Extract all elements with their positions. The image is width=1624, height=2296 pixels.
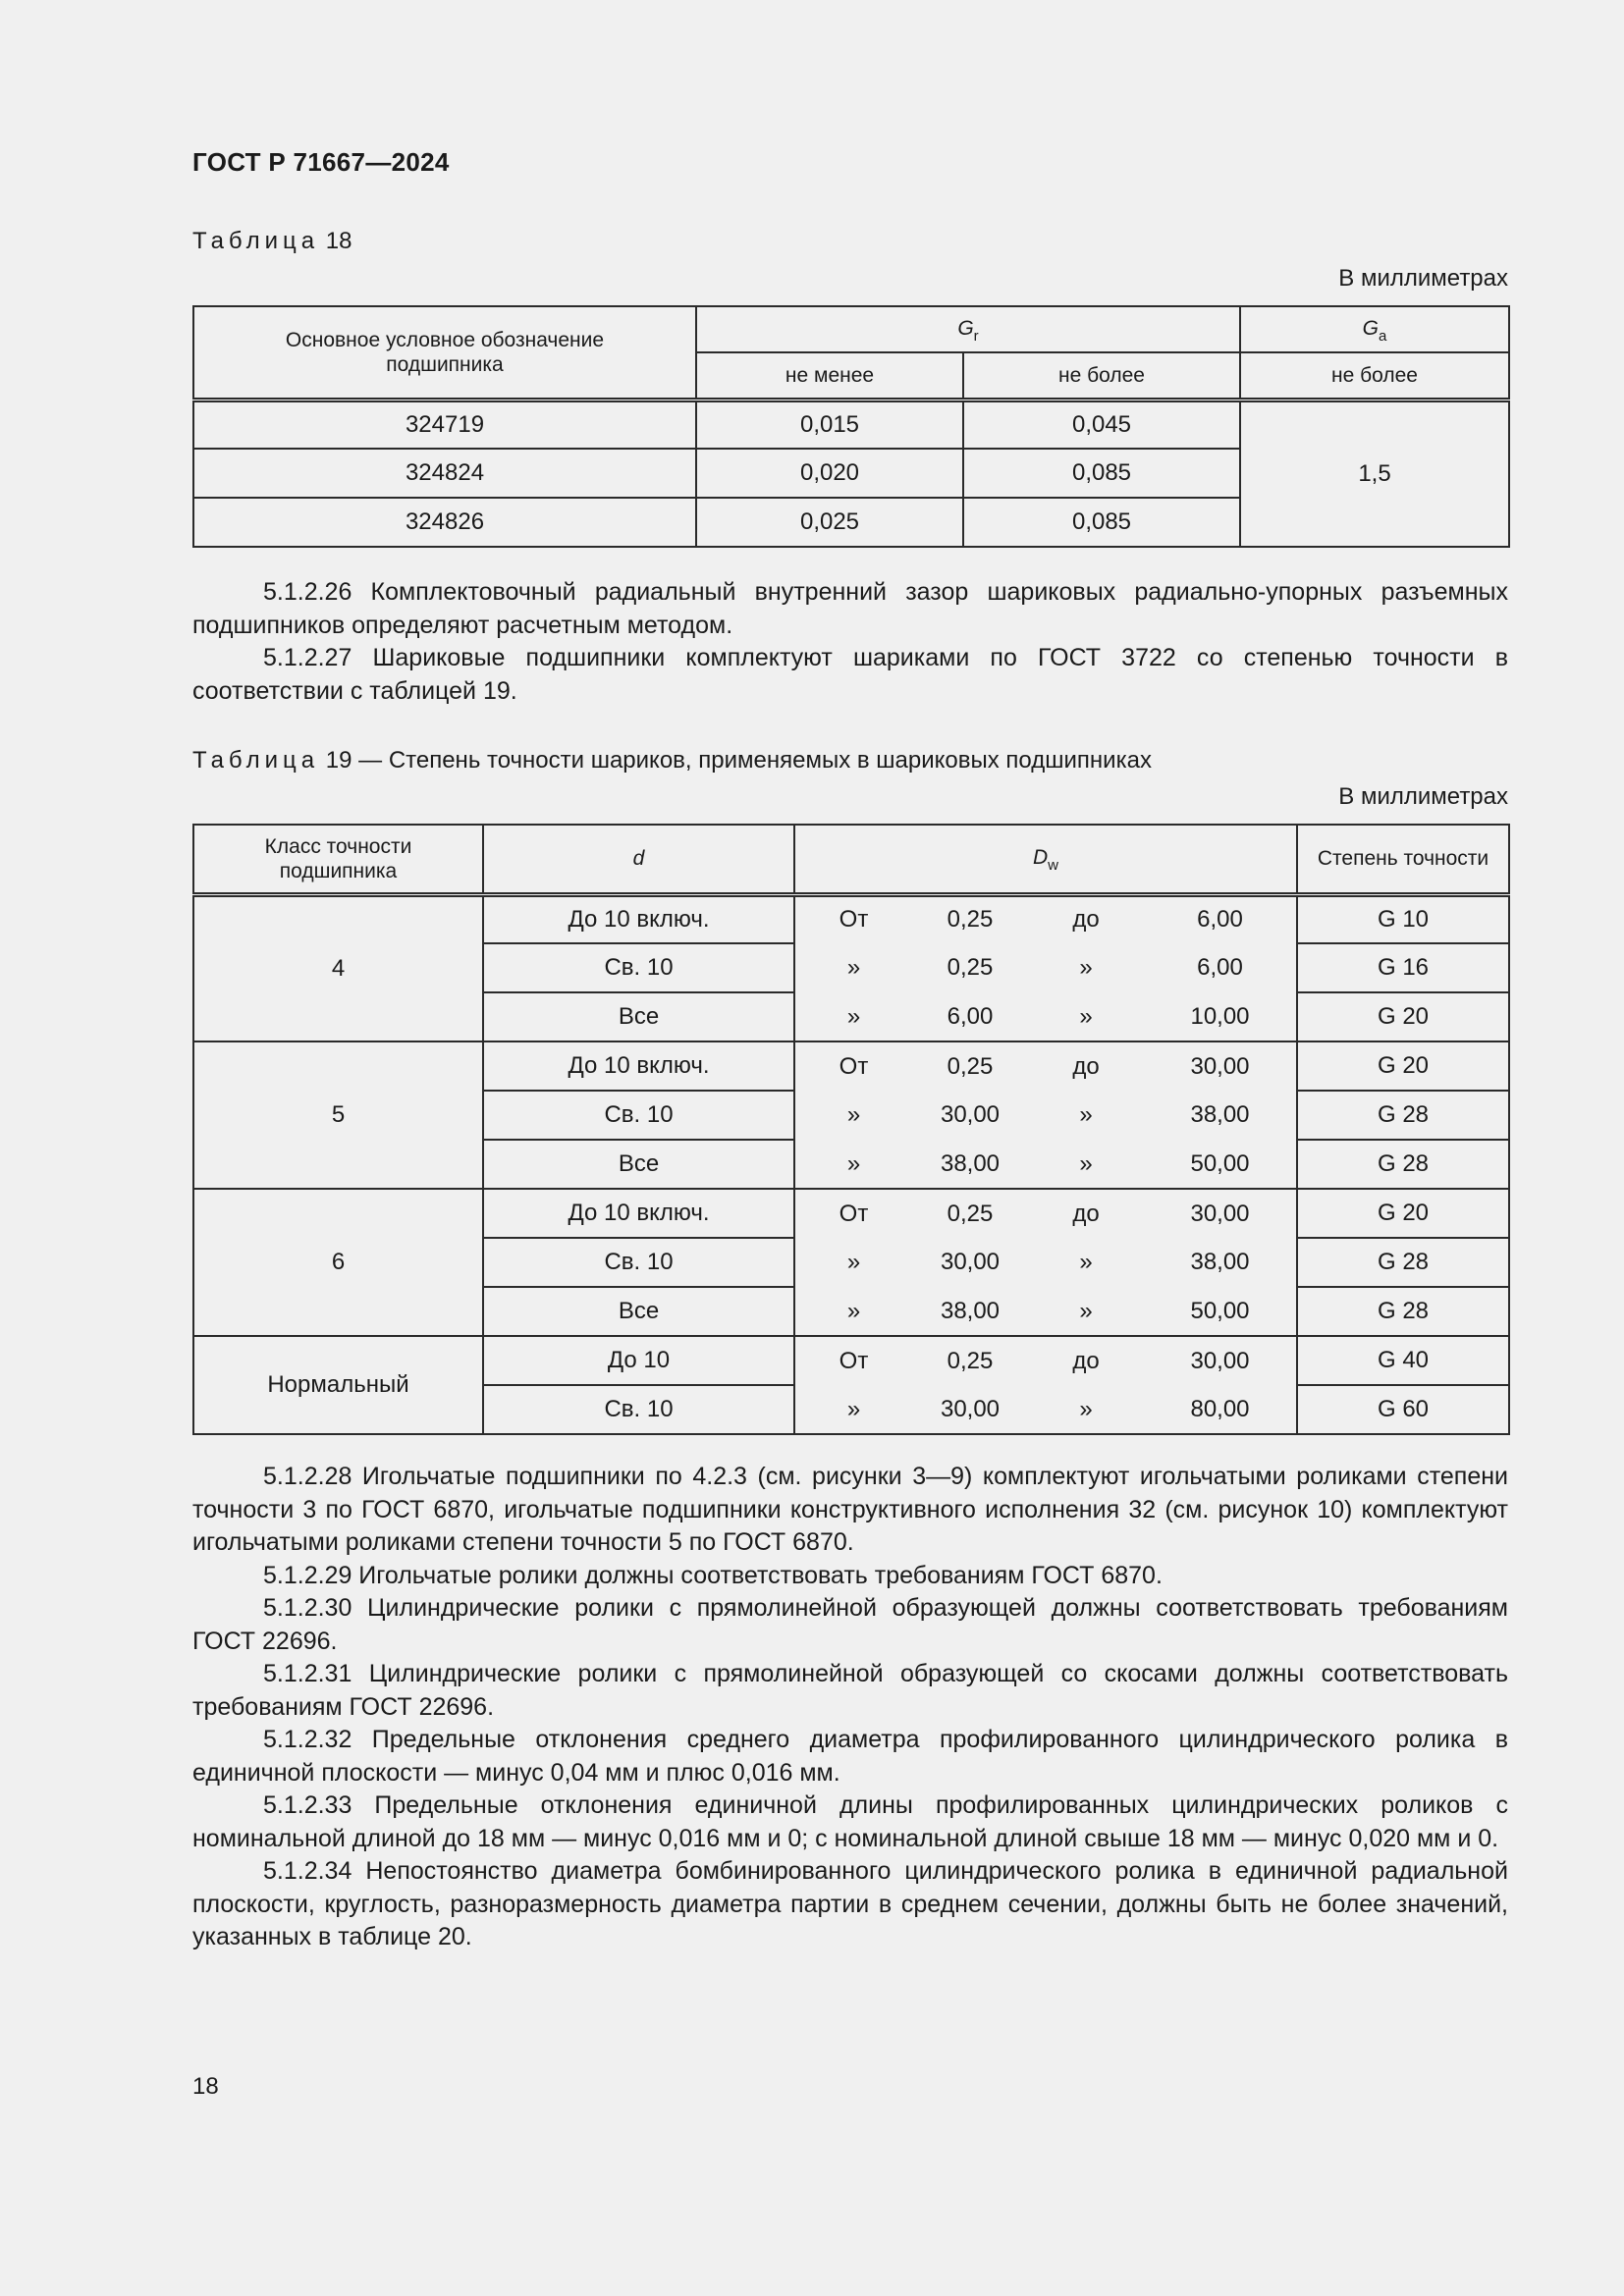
dw-to-cell: » xyxy=(1079,1249,1093,1275)
min-cell: 0,025 xyxy=(696,498,963,547)
dw-from-cell: » xyxy=(794,1385,912,1434)
dw-high-cell: 30,00 xyxy=(1144,1041,1297,1091)
class-cell: 4 xyxy=(193,894,483,1041)
paragraph: 5.1.2.28 Игольчатые подшипники по 4.2.3 (см. рисунки 3—9) комплектуют игольчатыми роликами степени точности 3 по ГОСТ 6870, игольчатые подшипники конструктивного исполнения 32 (см. рисунок 10) комплектуют игольчатыми роликами степени точности 5 по ГОСТ 6870. xyxy=(192,1463,1508,1556)
d-cell: Св. 10 xyxy=(483,1385,794,1434)
table-19-caption-text: 19 — Степень точности шариков, применяемых в шариковых подшипниках xyxy=(325,747,1152,774)
dw-from-cell: От xyxy=(794,1336,912,1385)
grade-cell: G 60 xyxy=(1297,1385,1509,1434)
dw-to-cell: до xyxy=(1028,1041,1144,1091)
table-row xyxy=(193,400,1509,449)
table-19-header-d: d xyxy=(483,825,794,894)
gr-letter: G xyxy=(957,317,974,340)
grade-cell: G 20 xyxy=(1297,1041,1509,1091)
table-row xyxy=(193,1336,1509,1385)
dw-high-cell: 80,00 xyxy=(1144,1385,1297,1434)
dw-from-cell: » xyxy=(794,943,912,992)
grade-cell: G 28 xyxy=(1297,1140,1509,1189)
max-cell: 0,045 xyxy=(963,400,1240,449)
table-18-units: В миллиметрах xyxy=(1338,265,1508,292)
dw-low-cell: 38,00 xyxy=(912,1140,1028,1189)
min-cell: 0,015 xyxy=(696,400,963,449)
grade-cell: G 28 xyxy=(1297,1287,1509,1336)
d-cell: До 10 xyxy=(483,1336,794,1385)
d-cell: Св. 10 xyxy=(483,1238,794,1287)
dw-low-cell: 0,25 xyxy=(912,1041,1028,1091)
standard-designation: ГОСТ Р 71667—2024 xyxy=(192,147,450,177)
dw-high-cell: 6,00 xyxy=(1144,943,1297,992)
paragraph: 5.1.2.33 Предельные отклонения единичной длины профилированных цилиндрических роликов с номинальной длиной до 18 мм — минус 0,016 мм и 0; с номинальной длиной свыше 18 мм — минус 0,020 мм и 0. xyxy=(192,1791,1508,1852)
designation-cell: 324826 xyxy=(193,498,696,547)
table-19-header-grade: Степень точности xyxy=(1297,825,1509,894)
table-18 xyxy=(192,305,1510,548)
paragraph: 5.1.2.29 Игольчатые ролики должны соответствовать требованиям ГОСТ 6870. xyxy=(263,1561,1163,1589)
table-18-header-ga xyxy=(1240,306,1509,352)
dw-letter: D xyxy=(1033,846,1049,870)
d-cell: Св. 10 xyxy=(483,1091,794,1140)
dw-high-cell: 30,00 xyxy=(1144,1336,1297,1385)
table-19-caption xyxy=(192,747,1152,774)
paragraph: 5.1.2.30 Цилиндрические ролики с прямолинейной образующей должны соответствовать требованиям ГОСТ 22696. xyxy=(192,1594,1508,1655)
paragraph: 5.1.2.34 Непостоянство диаметра бомбинированного цилиндрического ролика в единичной радиальной плоскости, круглость, разноразмерность диаметра партии в среднем сечении, должны быть не более значений, указанных в таблице 20. xyxy=(192,1857,1508,1950)
table-18-header-max: не более xyxy=(963,352,1240,400)
d-cell: До 10 включ. xyxy=(483,1189,794,1238)
table-18-caption-number: 18 xyxy=(325,228,352,254)
dw-to-cell: » xyxy=(1079,1101,1093,1128)
d-cell: До 10 включ. xyxy=(483,1041,794,1091)
paragraphs-section-b xyxy=(192,1461,1508,1954)
paragraph: 5.1.2.27 Шариковые подшипники комплектуют шариками по ГОСТ 3722 со степенью точности в соответствии с таблицей 19. xyxy=(192,644,1508,705)
dw-low-cell: 30,00 xyxy=(940,1249,1001,1275)
table-row xyxy=(193,1041,1509,1091)
dw-to-cell: » xyxy=(1028,1385,1144,1434)
table-18-header-gr xyxy=(696,306,1240,352)
table-19-header-dw xyxy=(794,825,1297,894)
max-cell: 0,085 xyxy=(963,449,1240,498)
table-18-header-ga-max: не более xyxy=(1240,352,1509,400)
dw-from-cell: » xyxy=(794,1238,912,1287)
table-18-caption-word: Таблица xyxy=(192,228,320,254)
page-number: 18 xyxy=(192,2073,219,2100)
d-cell: Все xyxy=(483,1140,794,1189)
dw-to-cell: » xyxy=(1079,954,1093,981)
grade-cell: G 10 xyxy=(1297,894,1509,943)
class-cell: Нормальный xyxy=(193,1336,483,1434)
dw-high-cell: 30,00 xyxy=(1144,1189,1297,1238)
paragraphs-section-a xyxy=(192,576,1508,708)
grade-cell: G 20 xyxy=(1297,992,1509,1041)
table-18-caption xyxy=(192,228,352,255)
table-19 xyxy=(192,824,1510,1435)
dw-to-cell: » xyxy=(1028,992,1144,1041)
table-18-header-designation: Основное условное обозначение подшипника xyxy=(193,306,696,400)
min-cell: 0,020 xyxy=(696,449,963,498)
ga-letter: G xyxy=(1362,317,1379,340)
dw-high-cell: 50,00 xyxy=(1144,1287,1297,1336)
gr-subscript: r xyxy=(973,328,979,345)
ga-value-cell: 1,5 xyxy=(1240,400,1509,547)
dw-high-cell: 6,00 xyxy=(1144,894,1297,943)
d-cell: Все xyxy=(483,1287,794,1336)
dw-high-cell: 50,00 xyxy=(1144,1140,1297,1189)
designation-cell: 324719 xyxy=(193,400,696,449)
paragraph: 5.1.2.31 Цилиндрические ролики с прямолинейной образующей со скосами должны соответствовать требованиям ГОСТ 22696. xyxy=(192,1660,1508,1721)
dw-from-cell: » xyxy=(794,1287,912,1336)
dw-from-cell: » xyxy=(794,1091,912,1140)
dw-low-cell: 30,00 xyxy=(940,1101,1001,1128)
class-cell: 6 xyxy=(193,1189,483,1336)
grade-cell: G 20 xyxy=(1297,1189,1509,1238)
max-cell: 0,085 xyxy=(963,498,1240,547)
table-19-caption-word: Таблица xyxy=(192,747,320,774)
table-19-header-class: Класс точности подшипника xyxy=(193,825,483,894)
dw-to-cell: » xyxy=(1028,1140,1144,1189)
dw-to-cell: » xyxy=(1028,1287,1144,1336)
dw-low-cell: 6,00 xyxy=(912,992,1028,1041)
dw-to-cell: до xyxy=(1028,1336,1144,1385)
dw-from-cell: От xyxy=(794,1041,912,1091)
dw-from-cell: От xyxy=(794,1189,912,1238)
dw-low-cell: 0,25 xyxy=(912,1336,1028,1385)
dw-high-cell: 38,00 xyxy=(1144,1238,1297,1287)
dw-low-cell: 30,00 xyxy=(912,1385,1028,1434)
table-18-header-min: не менее xyxy=(696,352,963,400)
paragraph: 5.1.2.32 Предельные отклонения среднего диаметра профилированного цилиндрического ролика в единичной плоскости — минус 0,04 мм и плюс 0,016 мм. xyxy=(192,1726,1508,1787)
dw-low-cell: 0,25 xyxy=(912,894,1028,943)
dw-high-cell: 10,00 xyxy=(1144,992,1297,1041)
dw-to-cell: до xyxy=(1028,1189,1144,1238)
grade-cell: G 28 xyxy=(1297,1091,1509,1140)
grade-cell: G 40 xyxy=(1297,1336,1509,1385)
dw-from-cell: » xyxy=(794,992,912,1041)
dw-from-cell: От xyxy=(794,894,912,943)
dw-high-cell: 38,00 xyxy=(1144,1091,1297,1140)
d-cell: Все xyxy=(483,992,794,1041)
table-row xyxy=(193,894,1509,943)
designation-cell: 324824 xyxy=(193,449,696,498)
dw-low-cell: 38,00 xyxy=(912,1287,1028,1336)
d-cell: Св. 10 xyxy=(483,943,794,992)
dw-low-cell: 0,25 xyxy=(947,954,994,981)
grade-cell: G 16 xyxy=(1297,943,1509,992)
paragraph: 5.1.2.26 Комплектовочный радиальный внутренний зазор шариковых радиально-упорных разъемных подшипников определяют расчетным методом. xyxy=(192,578,1508,639)
class-cell: 5 xyxy=(193,1041,483,1189)
table-19-units: В миллиметрах xyxy=(1338,783,1508,810)
dw-from-cell: » xyxy=(794,1140,912,1189)
dw-subscript: w xyxy=(1048,857,1059,875)
dw-to-cell: до xyxy=(1028,894,1144,943)
dw-low-cell: 0,25 xyxy=(912,1189,1028,1238)
table-row xyxy=(193,1189,1509,1238)
ga-subscript: a xyxy=(1379,328,1387,345)
grade-cell: G 28 xyxy=(1297,1238,1509,1287)
d-cell: До 10 включ. xyxy=(483,894,794,943)
